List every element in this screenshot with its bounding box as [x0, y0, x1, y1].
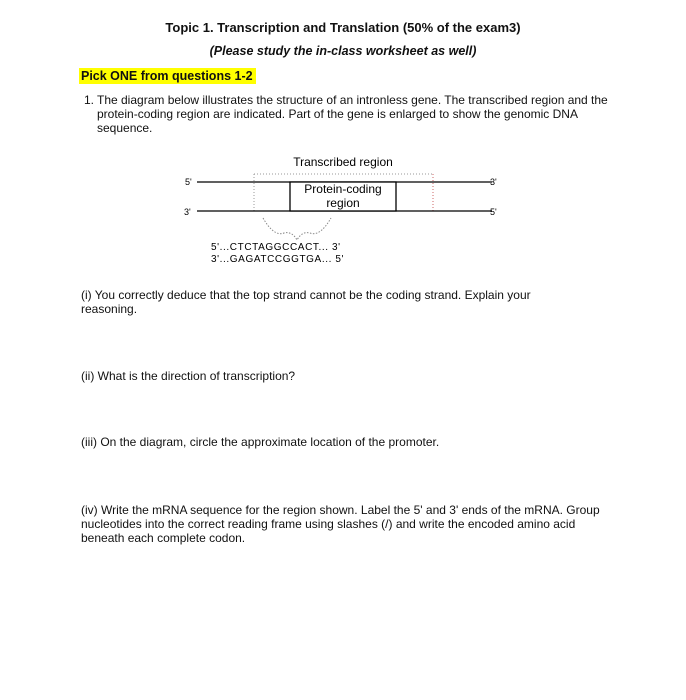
coding-label-line2: region	[326, 196, 360, 210]
question-part-i: (i) You correctly deduce that the top strand cannot be the coding strand. Explain your reasoning.	[81, 288, 531, 316]
pick-banner: Pick ONE from questions 1-2	[79, 68, 256, 84]
sequence-bottom-strand: 3'...GAGATCCGGTGA... 5'	[211, 254, 345, 265]
top-strand-5-end: 5'	[185, 177, 192, 187]
page-title: Topic 1. Transcription and Translation (50% of the exam3)	[165, 20, 521, 35]
question-part-iv: (iv) Write the mRNA sequence for the region shown. Label the 5' and 3' ends of the mRNA. Group nucleotides into the correct reading frame using slashes (/) and write the encoded amino acid beneath each complete codon.	[81, 503, 600, 545]
coding-label-line1: Protein-coding	[304, 182, 382, 196]
transcribed-region-label: Transcribed region	[293, 155, 393, 169]
bottom-strand-5-end: 5'	[490, 207, 497, 217]
question-part-ii: (ii) What is the direction of transcription?	[81, 369, 296, 383]
sequence-top-strand: 5'...CTCTAGGCCACT... 3'	[211, 242, 341, 253]
question-number: 1.	[84, 93, 95, 107]
top-strand-3-end: 3'	[490, 177, 497, 187]
bottom-strand-3-end: 3'	[184, 207, 191, 217]
enlargement-bracket	[263, 218, 331, 240]
question-text: The diagram below illustrates the structure of an intronless gene. The transcribed region and the protein-coding region are indicated. Part of the gene is enlarged to show the genomic DNA sequence.	[97, 93, 608, 135]
question-part-iii: (iii) On the diagram, circle the approximate location of the promoter.	[81, 435, 440, 449]
page-subtitle: (Please study the in-class worksheet as well)	[209, 44, 477, 58]
